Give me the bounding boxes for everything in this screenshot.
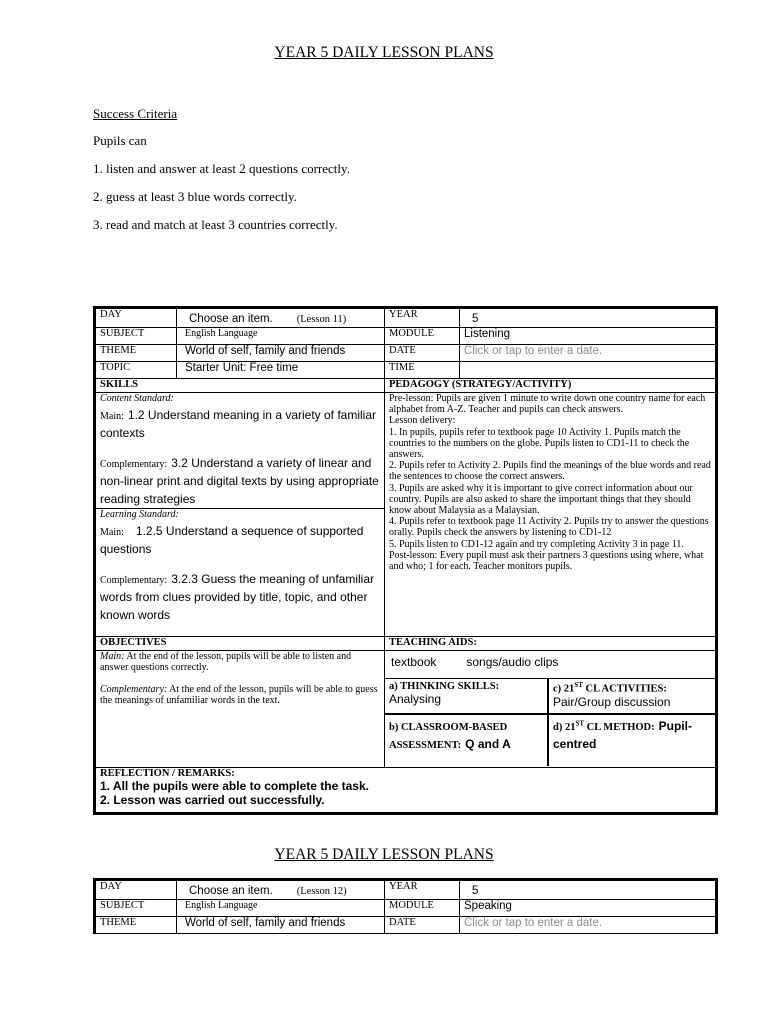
main-content-standard: 1.2 Understand meaning in a variety of familiar contexts: [100, 408, 377, 441]
learning-standard-cell: [95, 509, 385, 637]
thinking-skills-value: Analysing: [389, 692, 442, 707]
day-dropdown[interactable]: Choose an item.: [189, 313, 273, 325]
pedagogy-line: 1. In pupils, pupils refer to textbook page 10 Activity 1. Pupils match the countries to the numbers on the globe. Pupils listen to CD1-11 to check the answers.: [389, 426, 690, 461]
obj-main-prefix: Main:: [100, 651, 125, 663]
pedagogy-line: 2. Pupils refer to Activity 2. Pupils find the meanings of the blue words and read the sentences to choose the correct answers.: [389, 460, 711, 483]
theme-label: THEME: [95, 917, 177, 934]
day-label: DAY: [95, 880, 177, 900]
success-criteria-item-1: 1. listen and answer at least 2 questions correctly.: [93, 161, 350, 176]
theme-value: World of self, family and friends: [177, 345, 385, 362]
cl-method-value: Pupil-centred: [553, 719, 692, 752]
year-value: 5: [472, 313, 479, 325]
module-label: MODULE: [385, 900, 460, 917]
teaching-aid-1: textbook: [391, 655, 437, 670]
success-criteria-item-2: 2. guess at least 3 blue words correctly.: [93, 189, 297, 204]
thinking-skills-cell: [385, 679, 549, 713]
time-value[interactable]: [460, 362, 717, 379]
theme-label: THEME: [95, 345, 177, 362]
reflection-cell: [95, 768, 717, 814]
date-label: DATE: [385, 917, 460, 934]
day-dropdown[interactable]: Choose an item.: [189, 885, 273, 897]
pedagogy-header: PEDAGOGY (STRATEGY/ACTIVITY): [385, 379, 717, 393]
thinking-skills-label: a) THINKING SKILLS:: [389, 681, 500, 693]
cl-activities-value: Pair/Group discussion: [553, 694, 671, 709]
content-standard-cell: [95, 393, 385, 509]
page-title-2: YEAR 5 DAILY LESSON PLANS: [274, 846, 494, 863]
day-cell[interactable]: [177, 880, 385, 900]
comp-prefix: Complementary:: [100, 459, 168, 471]
lesson-plan-table-2: [93, 878, 718, 934]
day-cell[interactable]: [177, 308, 385, 328]
content-standard-label: Content Standard:: [100, 393, 174, 404]
subject-value: English Language: [177, 328, 385, 345]
lesson-plan-table-1: [93, 306, 718, 815]
date-picker[interactable]: Click or tap to enter a date.: [460, 345, 717, 362]
pedagogy-line: Pre-lesson: Pupils are given 1 minute to write down one country name for each alphabet from A-Z. Teacher and pupils can check answers.: [389, 393, 706, 416]
cl-activities-label-rest: CL ACTIVITIES:: [582, 683, 667, 695]
objective-main: At the end of the lesson, pupils will be able to listen and answer questions correctly.: [100, 651, 352, 674]
comp-content-standard: 3.2 Understand a variety of linear and non-linear print and digital texts by using appropriate reading strategies: [100, 456, 379, 507]
pedagogy-line: Post-lesson: Every pupil must ask their partners 3 questions using where, what and who; 1 for each. Teacher monitors pupils.: [389, 549, 704, 573]
main-prefix: Main:: [100, 527, 124, 539]
pedagogy-cell: [385, 393, 717, 637]
pedagogy-line: 4. Pupils refer to textbook page 11 Activity 2. Pupils try to answer the questions orally. Pupils check the answers by listening to CD1-12: [389, 516, 709, 539]
superscript: ST: [574, 681, 583, 690]
date-label: DATE: [385, 345, 460, 362]
assessment-cell: [385, 715, 549, 766]
pedagogy-line: 5. Pupils listen to CD1-12 again and try completing Activity 3 in page 11.: [389, 538, 684, 550]
learning-standard-label: Learning Standard:: [100, 509, 179, 521]
theme-value: World of self, family and friends: [177, 917, 385, 934]
module-label: MODULE: [385, 328, 460, 345]
objectives-header: OBJECTIVES: [95, 637, 385, 651]
lesson-number: (Lesson 12): [296, 886, 347, 897]
subject-label: SUBJECT: [95, 328, 177, 345]
year-cell: [460, 308, 717, 328]
success-criteria-heading: Success Criteria: [93, 106, 178, 121]
obj-comp-prefix: Complementary:: [100, 683, 168, 695]
reflection-line-1: 1. All the pupils were able to complete the task.: [100, 779, 369, 794]
comp-learning-standard: 3.2.3 Guess the meaning of unfamiliar words from clues provided by title, topic, and other known words: [100, 572, 374, 623]
cl-activities-cell: [549, 679, 715, 713]
subject-label: SUBJECT: [95, 900, 177, 917]
cl-method-cell: [549, 715, 715, 766]
success-criteria-item-3: 3. read and match at least 3 countries correctly.: [93, 217, 338, 232]
cl-method-label-rest: CL METHOD:: [584, 722, 655, 734]
main-learning-standard: 1.2.5 Understand a sequence of supported questions: [100, 524, 364, 557]
main-prefix: Main:: [100, 411, 124, 423]
reflection-label: REFLECTION / REMARKS:: [100, 768, 235, 780]
pedagogy-line: Lesson delivery:: [389, 415, 456, 427]
topic-value: Starter Unit: Free time: [177, 362, 385, 379]
cl-method-label: d) 21: [553, 722, 576, 734]
objectives-cell: [95, 651, 385, 768]
year-label: YEAR: [385, 880, 460, 900]
reflection-line-2: 2. Lesson was carried out successfully.: [100, 793, 325, 808]
year-value: 5: [472, 885, 479, 897]
comp-prefix: Complementary:: [100, 575, 168, 587]
pedagogy-line: 3. Pupils are asked why it is important to give correct information about our country. Pupils are also asked to share the important things that they should know about Malaysia as a Malaysian.: [389, 482, 693, 517]
lesson-number: (Lesson 11): [296, 314, 347, 325]
topic-label: TOPIC: [95, 362, 177, 379]
aids-cell: [385, 651, 717, 768]
skills-header: SKILLS: [95, 379, 385, 393]
assessment-value: Q and A: [465, 737, 511, 752]
time-label: TIME: [385, 362, 460, 379]
date-picker[interactable]: Click or tap to enter a date.: [460, 917, 717, 934]
teaching-aids-header: TEACHING AIDS:: [385, 637, 717, 651]
module-value: Listening: [460, 328, 717, 345]
assessment-label: b) CLASSROOM-BASED ASSESSMENT:: [389, 722, 508, 752]
teaching-aid-2: songs/audio clips: [466, 655, 559, 670]
module-value: Speaking: [460, 900, 717, 917]
superscript: ST: [575, 719, 585, 728]
subject-value: English Language: [177, 900, 385, 917]
year-label: YEAR: [385, 308, 460, 328]
success-criteria-intro: Pupils can: [93, 133, 147, 148]
cl-activities-label: c) 21: [553, 683, 575, 695]
year-cell: [460, 880, 717, 900]
day-label: DAY: [95, 308, 177, 328]
page-title: YEAR 5 DAILY LESSON PLANS: [274, 44, 494, 61]
objective-complementary: At the end of the lesson, pupils will be able to guess the meanings of unfamiliar words in the text.: [100, 683, 378, 706]
